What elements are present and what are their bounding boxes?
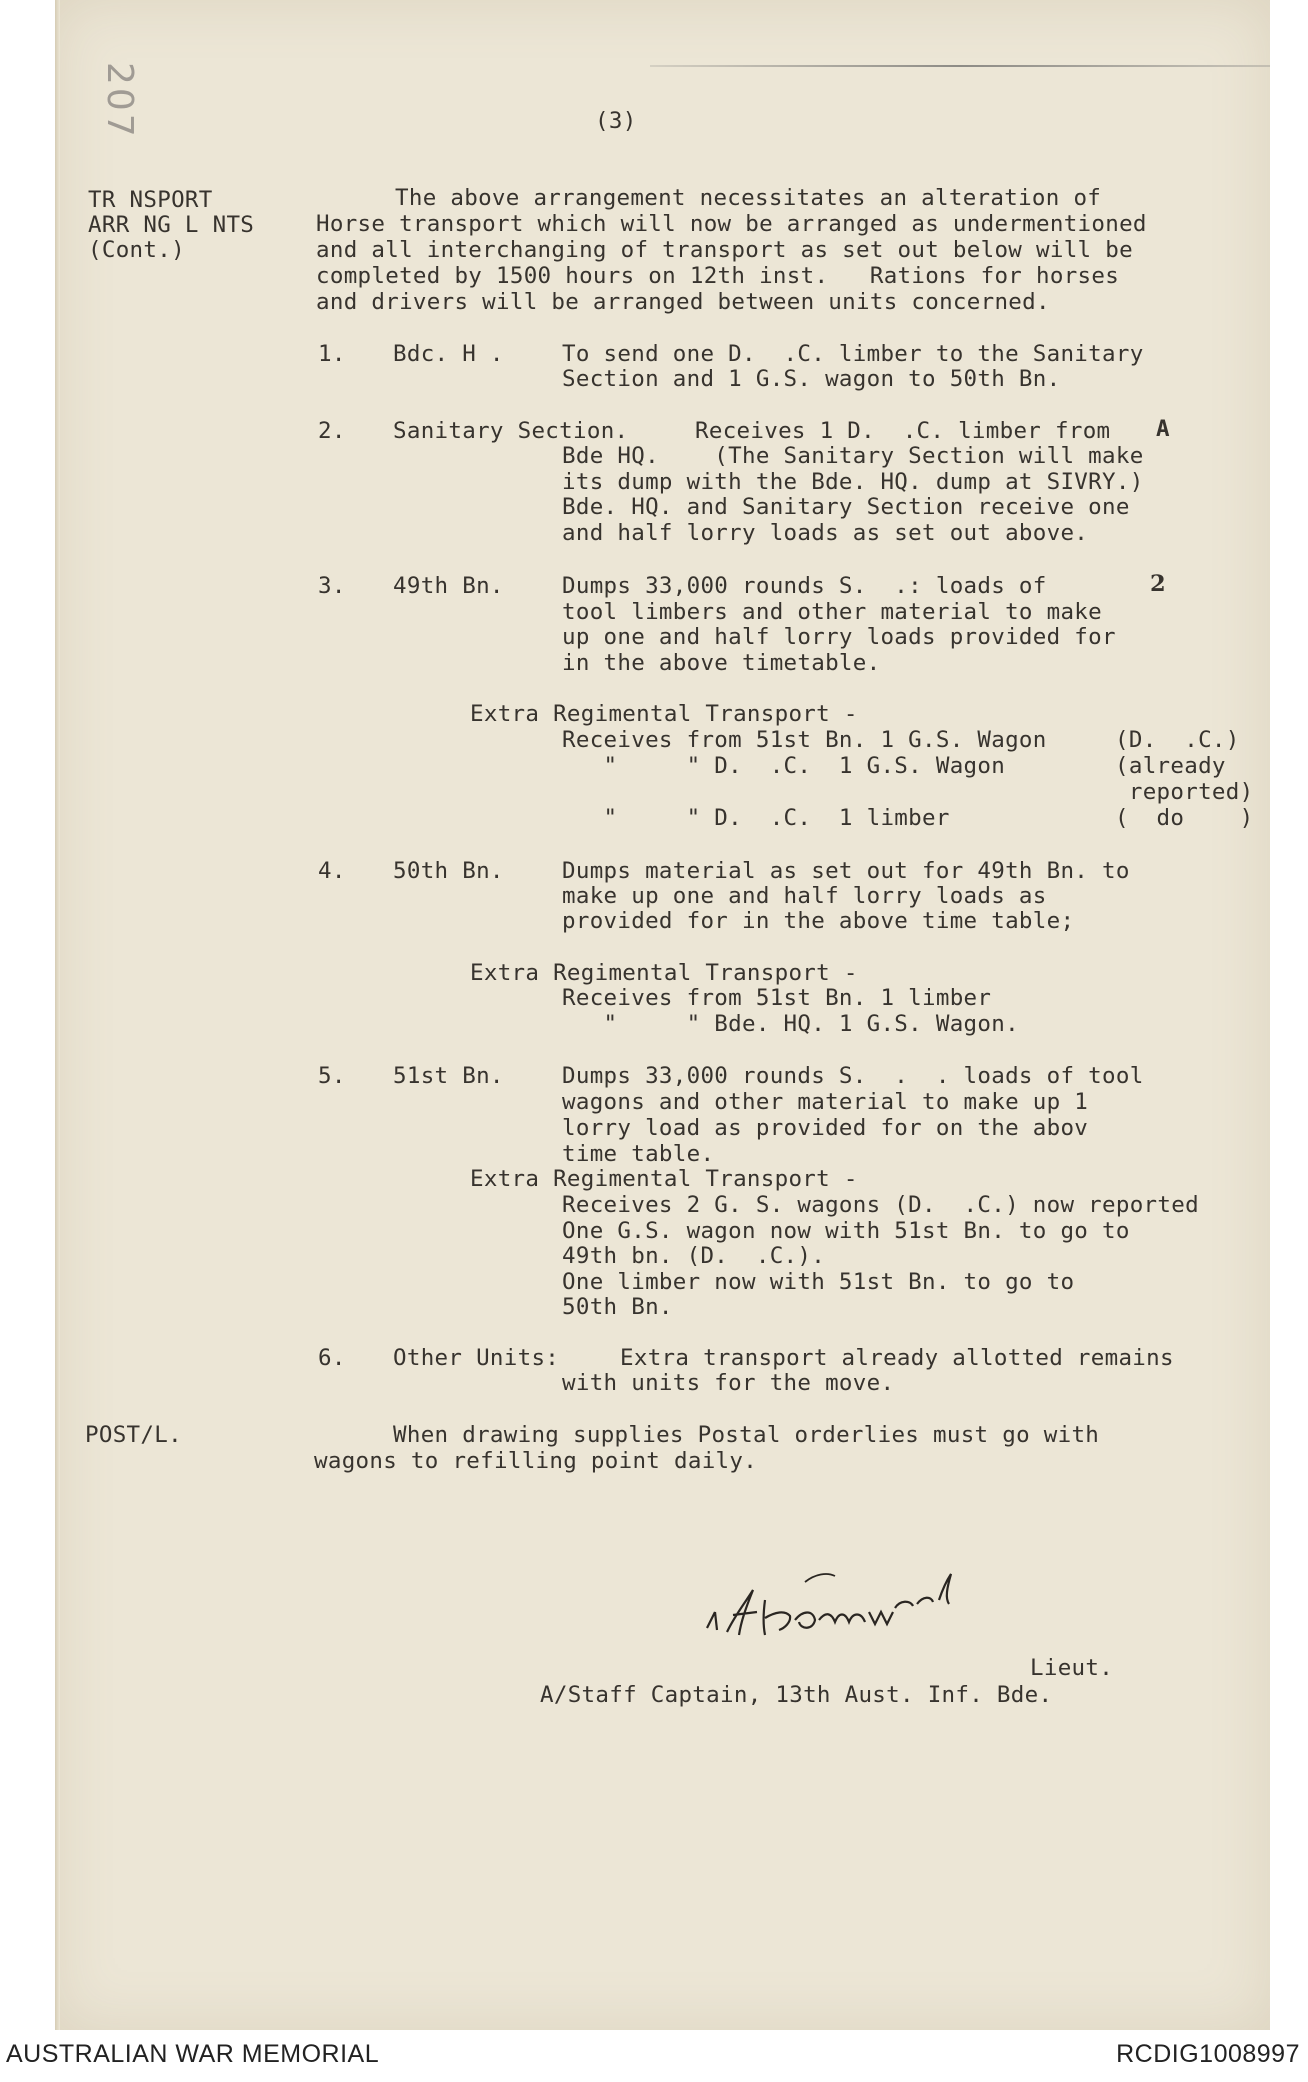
intro-line: and drivers will be arranged between units concerned. [316,289,1050,315]
margin-heading-arrangements: ARR NG L NTS [88,212,255,238]
handwritten-mark: 2 [1150,571,1166,597]
item-line: Extra transport already allotted remains [620,1345,1174,1371]
item-line: up one and half lorry loads provided for [562,624,1116,650]
item-number: 4. [318,858,346,884]
item-line: with units for the move. [562,1370,895,1396]
extra-transport-line: " " Bde. HQ. 1 G.S. Wagon. [562,1011,1019,1037]
extra-transport-heading: Extra Regimental Transport - [470,1166,858,1192]
intro-line: Horse transport which will now be arranged as undermentioned [316,211,1147,237]
item-line: lorry load as provided for on the abov [562,1115,1089,1141]
extra-transport-line: Receives from 51st Bn. 1 limber [562,985,992,1011]
item-number: 6. [318,1345,346,1371]
intro-line: and all interchanging of transport as set out below will be [316,237,1133,263]
item-line: To send one D. .C. limber to the Sanitary [562,341,1144,367]
page-number: (3) [595,108,637,134]
item-line: Section and 1 G.S. wagon to 50th Bn. [562,366,1061,392]
intro-line: The above arrangement necessitates an alteration of [395,185,1102,211]
item-number: 3. [318,573,346,599]
item-line: tool limbers and other material to make [562,599,1102,625]
item-unit: 49th Bn. [393,573,504,599]
item-line: Bde HQ. (The Sanitary Section will make [562,443,1144,469]
item-number: 1. [318,341,346,367]
extra-transport-heading: Extra Regimental Transport - [470,701,858,727]
extra-transport-note: (D. .C.) [1115,727,1240,753]
intro-line: completed by 1500 hours on 12th inst. Rations for horses [316,263,1120,289]
item-line: time table. [562,1141,715,1167]
extra-transport-line: 49th bn. (D. .C.). [562,1243,826,1269]
item-line: make up one and half lorry loads as [562,883,1047,909]
item-unit: 50th Bn. [393,858,504,884]
item-line: Dumps 33,000 rounds S. .: loads of [562,573,1047,599]
item-number: 5. [318,1063,346,1089]
postal-line: wagons to refilling point daily. [314,1448,758,1474]
margin-heading-cont: (Cont.) [88,237,185,263]
item-unit: Sanitary Section. [393,418,629,444]
item-unit: 51st Bn. [393,1063,504,1089]
extra-transport-line: One G.S. wagon now with 51st Bn. to go to [562,1218,1130,1244]
item-line: Dumps material as set out for 49th Bn. to [562,858,1130,884]
item-line: Dumps 33,000 rounds S. . . loads of tool [562,1063,1144,1089]
margin-heading-transport: TR NSPORT [88,187,213,213]
extra-transport-line: Receives 2 G. S. wagons (D. .C.) now reported [562,1192,1199,1218]
postal-line: When drawing supplies Postal orderlies must go with [393,1422,1100,1448]
item-line: its dump with the Bde. HQ. dump at SIVRY.) [562,469,1144,495]
margin-heading-postal: POST/L. [85,1422,182,1448]
item-line: Bde. HQ. and Sanitary Section receive one [562,494,1130,520]
extra-transport-line: " " D. .C. 1 limber [562,805,950,831]
footer-record-id: RCDIG1008997 [1116,2040,1300,2068]
extra-transport-line: 50th Bn. [562,1294,673,1320]
extra-transport-note: reported) [1115,779,1254,805]
extra-transport-line: " " D. .C. 1 G.S. Wagon [562,753,1006,779]
item-unit: Other Units: [393,1345,560,1371]
footer-institution: AUSTRALIAN WAR MEMORIAL [6,2040,380,2068]
item-line: Receives 1 D. .C. limber from [695,418,1111,444]
archive-folio-number: 207 [99,62,140,140]
item-line: provided for in the above time table; [562,908,1075,934]
signature-rank: Lieut. [1030,1655,1114,1681]
extra-transport-heading: Extra Regimental Transport - [470,960,858,986]
item-unit: Bdc. H . [393,341,504,367]
signature-title: A/Staff Captain, 13th Aust. Inf. Bde. [540,1682,1053,1708]
item-number: 2. [318,418,346,444]
handwritten-signature [695,1560,1095,1650]
item-line: and half lorry loads as set out above. [562,520,1089,546]
extra-transport-line: Receives from 51st Bn. 1 G.S. Wagon [562,727,1047,753]
extra-transport-note: ( do ) [1115,805,1254,831]
item-line: wagons and other material to make up 1 [562,1089,1089,1115]
item-line: in the above timetable. [562,650,881,676]
handwritten-mark: A [1156,416,1170,442]
extra-transport-note: (already [1115,753,1226,779]
page-edge-line [650,65,1270,67]
extra-transport-line: One limber now with 51st Bn. to go to [562,1269,1075,1295]
